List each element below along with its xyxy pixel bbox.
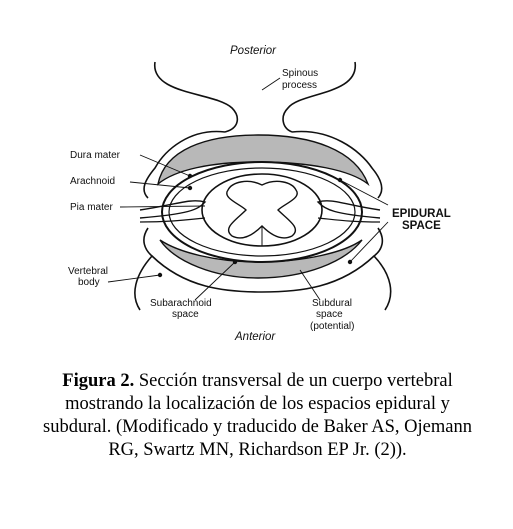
label-subdural-2: space — [316, 309, 343, 320]
label-subdural-1: Subdural — [312, 298, 353, 309]
label-anterior: Anterior — [235, 331, 276, 343]
dot-epidural-2 — [348, 260, 352, 264]
nerve-root-right — [318, 201, 380, 218]
dot-vertebral — [158, 273, 162, 277]
leader-pia — [120, 206, 205, 207]
label-subarachnoid-2: space — [172, 309, 199, 320]
caption-figure-label: Figura 2. — [62, 371, 135, 391]
caption-text: Sección transversal de un cuerpo vertebral mostrando la localización de los espacios epidural y subdural. (Modificado y traducido de Baker AS, Ojemann RG, Swartz MN, Richardson EP Jr. (2)). — [43, 371, 472, 460]
spinous-process-outline — [155, 62, 356, 132]
dot-dura — [188, 174, 192, 178]
label-vertebral-2: body — [78, 277, 100, 288]
leader-spinous — [262, 78, 280, 90]
label-subarachnoid-1: Subarachnoid — [150, 298, 212, 309]
nerve-root-left-lower — [140, 218, 205, 222]
leader-vertebral — [108, 275, 160, 282]
label-epidural-1: EPIDURAL — [392, 208, 451, 220]
label-dura-mater: Dura mater — [70, 150, 121, 161]
label-vertebral-1: Vertebral — [68, 266, 109, 277]
label-spinous-1: Spinous — [282, 68, 319, 79]
nerve-root-left — [140, 201, 205, 218]
label-posterior: Posterior — [230, 45, 277, 57]
label-epidural-2: SPACE — [402, 220, 441, 232]
dot-epidural-1 — [338, 178, 342, 182]
figure-caption — [30, 370, 485, 462]
nerve-root-right-lower — [318, 218, 380, 222]
label-arachnoid: Arachnoid — [70, 176, 116, 187]
label-spinous-2: process — [282, 80, 318, 91]
dot-arachnoid — [188, 186, 192, 190]
dot-subarachnoid — [233, 260, 237, 264]
leader-subdural — [300, 270, 320, 300]
label-pia-mater: Pia mater — [70, 202, 113, 213]
label-subdural-3: (potential) — [310, 321, 355, 332]
